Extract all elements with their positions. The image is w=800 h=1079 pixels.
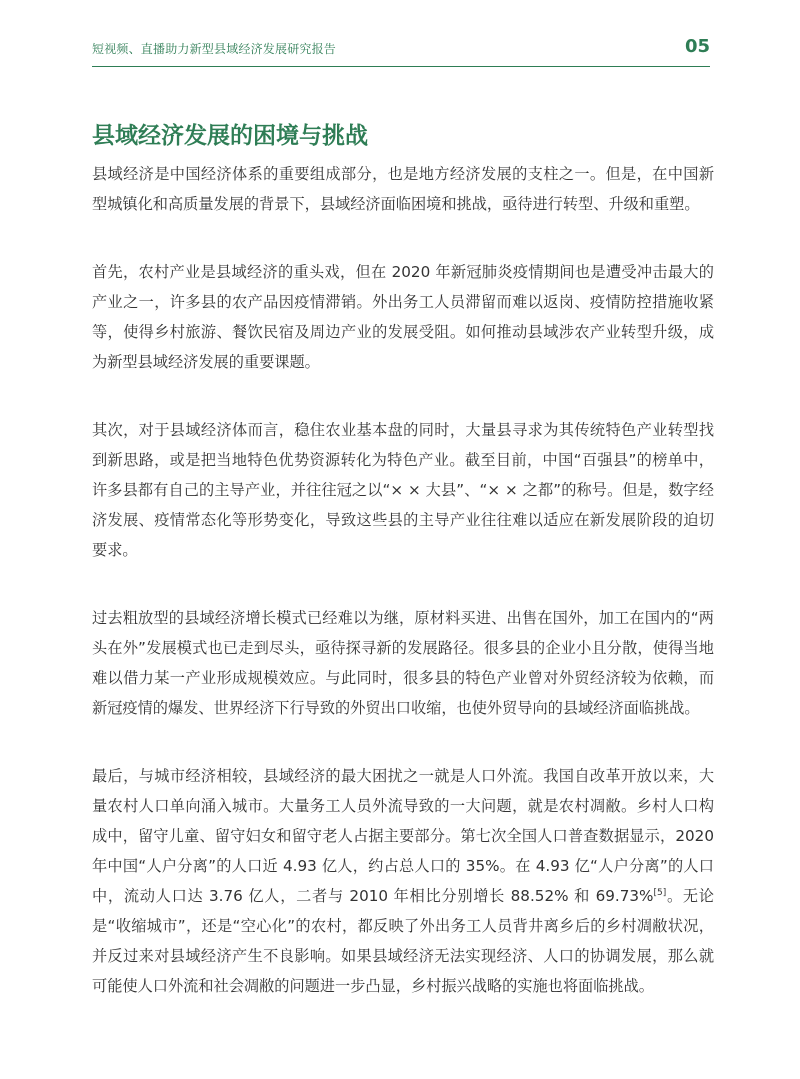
paragraph-population-text-a: 最后，与城市经济相较，县域经济的最大困扰之一就是人口外流。我国自改革开放以来，大量农村人口单向涌入城市。大量务工人员外流导致的一大问题，就是农村凋敝。乡村人口构成中，留守儿童、留守妇女和留守老人占据主要部分。第七次全国人口普查数据显示，2020 年中国“人户分离”的人口近 4.93 亿人，约占总人口的 35%。在 4.93 亿“人户分离”的人口中，流动人口达 3.76 亿人，二者与 2010 年相比分别增长 88.52% 和 69.73% bbox=[92, 767, 714, 905]
paragraph-agriculture: 首先，农村产业是县域经济的重头戏，但在 2020 年新冠肺炎疫情期间也是遭受冲击最大的产业之一，许多县的农产品因疫情滞销。外出务工人员滞留而难以返岗、疫情防控措施收紧等，使得乡村旅游、餐饮民宿及周边产业的发展受阻。如何推动县域涉农产业转型升级，成为新型县域经济发展的重要课题。 bbox=[92, 263, 714, 371]
report-title: 短视频、直播助力新型县域经济发展研究报告 bbox=[92, 42, 337, 56]
paragraph-industry: 其次，对于县域经济体而言，稳住农业基本盘的同时，大量县寻求为其传统特色产业转型找到新思路，或是把当地特色优势资源转化为特色产业。截至目前，中国“百强县”的榜单中，许多县都有自己的主导产业，并往往冠之以“× × 大县”、“× × 之都”的称号。但是，数字经济发展、疫情常态化等形势变化，导致这些县的主导产业往往难以适应在新发展阶段的迫切要求。 bbox=[92, 421, 714, 559]
section-title: 县域经济发展的困境与挑战 bbox=[92, 123, 368, 149]
citation-reference: [5] bbox=[653, 887, 667, 898]
body-content bbox=[92, 159, 714, 1039]
paragraph-population-text-b: 。无论是“收缩城市”，还是“空心化”的农村，都反映了外出务工人员背井离乡后的乡村凋敝状况，并反过来对县域经济产生不良影响。如果县域经济无法实现经济、人口的协调发展，那么就可能使人口外流和社会凋敝的问题进一步凸显，乡村振兴战略的实施也将面临挑战。 bbox=[92, 887, 714, 995]
paragraph-population bbox=[92, 761, 714, 1001]
paragraph-intro: 县域经济是中国经济体系的重要组成部分，也是地方经济发展的支柱之一。但是，在中国新型城镇化和高质量发展的背景下，县域经济面临困境和挑战，亟待进行转型、升级和重塑。 bbox=[92, 165, 714, 213]
page-header bbox=[92, 30, 710, 67]
paragraph-growth-model: 过去粗放型的县域经济增长模式已经难以为继，原材料买进、出售在国外，加工在国内的“两头在外”发展模式也已走到尽头，亟待探寻新的发展路径。很多县的企业小且分散，使得当地难以借力某一产业形成规模效应。与此同时，很多县的特色产业曾对外贸经济较为依赖，而新冠疫情的爆发、世界经济下行导致的外贸出口收缩，也使外贸导向的县域经济面临挑战。 bbox=[92, 609, 714, 717]
page-number: 05 bbox=[684, 36, 710, 57]
